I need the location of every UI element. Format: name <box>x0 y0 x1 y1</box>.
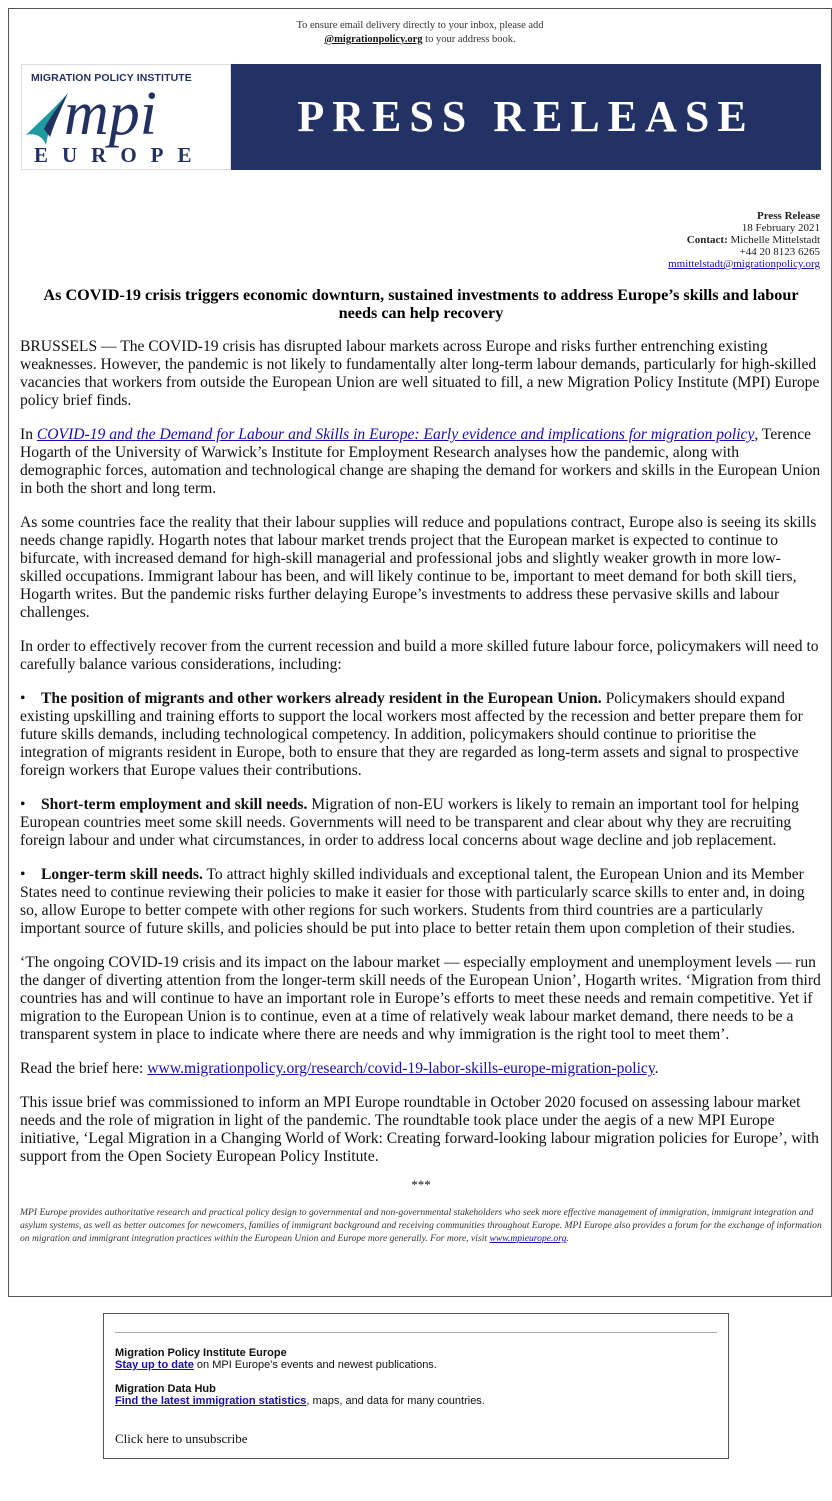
contact-name: Michelle Mittelstadt <box>730 234 820 246</box>
paragraph-read-brief <box>20 1060 822 1078</box>
bullet-text: Migration of non-EU workers is likely to remain an important tool for helping European countries meet some skill needs. Governments will need to be transparent and clear about why they are recruiting foreign labour and under what circumstances, in order to address local concerns about wage decline and job replacement. <box>20 796 799 849</box>
bullet-title: The position of migrants and other workers already resident in the European Union. <box>41 690 602 707</box>
footer-datahub-text: , maps, and data for many countries. <box>306 1395 485 1407</box>
unsubscribe-link[interactable]: Click here to unsubscribe <box>115 1431 248 1446</box>
release-date: 18 February 2021 <box>741 222 820 234</box>
stay-up-to-date-link[interactable]: Stay up to date <box>115 1359 194 1371</box>
footer-section-mpi <box>115 1347 437 1371</box>
logo-mpi-text: mpi <box>64 80 157 148</box>
bullet-item <box>20 866 822 938</box>
footer-section-datahub <box>115 1383 485 1407</box>
paragraph-quote: ‘The ongoing COVID-19 crisis and its impact on the labour market — especially employment and unemployment levels — run the danger of diverting attention from the longer-term skill needs of the European Union’, Hogarth writes. ‘Migration from third countries has and will continue to have an important role in Europe’s efforts to meet these needs and remain competitive. Yet if migration to the European Union is to continue, even at a time of relatively weak labour market demand, there needs to be a transparent system in place to indicate where there are needs and why immigration is the right tool to meet them’. <box>20 954 821 1043</box>
bullet-text: To attract highly skilled individuals and exceptional talent, the European Union and its Member States need to continue reviewing their policies to make it easier for those with particularly scarce skills to enter and, in doing so, allow Europe to better compete with other regions for such workers. Students from third countries are a particularly important source of future skills, and policies should be put into place to better retain them upon completion of their studies. <box>20 866 805 937</box>
header-banner <box>21 64 821 170</box>
contact-label: Contact: <box>686 234 728 246</box>
paragraph-brief-prefix: In <box>20 426 37 443</box>
read-brief-suffix: . <box>654 1060 659 1077</box>
footer-box <box>103 1313 729 1459</box>
delivery-note <box>9 19 831 47</box>
footer-mpi-title: Migration Policy Institute Europe <box>115 1347 287 1359</box>
email-container <box>8 8 832 1297</box>
bullet-dot-icon: • <box>20 690 26 707</box>
press-release-title: PRESS RELEASE <box>231 64 821 170</box>
delivery-note-line2: to your address book. <box>425 34 516 45</box>
footer-datahub-title: Migration Data Hub <box>115 1383 216 1395</box>
footer-mpi-text: on MPI Europe's events and newest publications. <box>193 1359 437 1371</box>
bullet-title: Short-term employment and skill needs. <box>41 796 308 813</box>
paragraph-brief-rest: , Terence Hogarth of the University of Warwick’s Institute for Employment Research analyses how the pandemic, along with demographic forces, automation and technological change are shaping the demand for workers and skills in the European Union in both the short and long term. <box>20 426 821 497</box>
bullet-dot-icon: • <box>20 796 26 813</box>
bullet-title: Longer-term skill needs. <box>41 866 203 883</box>
read-brief-prefix: Read the brief here: <box>20 1060 148 1077</box>
address-book-email[interactable]: @migrationpolicy.org <box>324 34 423 45</box>
paragraph-commission: This issue brief was commissioned to inform an MPI Europe roundtable in October 2020 focused on assessing labour market needs and the role of migration in light of the pandemic. The roundtable took place under the aegis of a new MPI Europe initiative, ‘Legal Migration in a Changing World of Work: Creating forward-looking labour migration policies for Europe’, with support from the Open Society European Policy Institute. <box>20 1094 819 1165</box>
paragraph-brief <box>20 426 822 498</box>
delivery-note-line1: To ensure email delivery directly to your inbox, please add <box>296 20 544 31</box>
about-suffix: . <box>566 1233 569 1244</box>
about-text: MPI Europe provides authoritative research and practical policy design to governmental and non-governmental stakeholders who seek more effective management of immigration, immigrant integration and asylum systems, as well as better outcomes for newcomers, families of immigrant background and receiving communities throughout Europe. MPI Europe also provides a forum for the exchange of information on migration and immigrant integration practices within the European Union and Europe more generally. For more, visit <box>20 1207 822 1244</box>
immigration-statistics-link[interactable]: Find the latest immigration statistics <box>115 1395 307 1407</box>
release-type: Press Release <box>756 210 820 222</box>
mpieurope-link[interactable]: www.mpieurope.org <box>489 1233 567 1244</box>
logo-institute-name: MIGRATION POLICY INSTITUTE <box>31 72 192 84</box>
paragraph-considerations: In order to effectively recover from the current recession and build a more skilled future labour force, policymakers will need to carefully balance various considerations, including: <box>20 638 819 673</box>
footer-divider <box>115 1332 717 1333</box>
section-separator: *** <box>411 1177 431 1192</box>
headline: As COVID-19 crisis triggers economic downturn, sustained investments to address Europe’s skills and labour needs can help recovery <box>43 286 799 322</box>
bullet-text: Policymakers should expand existing upskilling and training efforts to support the local workers most affected by the recession and better prepare them for future skills demands, including technological competency. In addition, policymakers should continue to prioritise the integration of migrants resident in Europe, both to ensure that they are regarded as long-term assets and signal to prospective foreign workers that Europe values their contributions. <box>20 690 803 779</box>
about-mpi-europe <box>20 1206 822 1245</box>
bullet-item <box>20 796 822 850</box>
contact-phone: +44 20 8123 6265 <box>739 246 820 258</box>
bullet-dot-icon: • <box>20 866 26 883</box>
contact-email-link[interactable]: mmittelstadt@migrationpolicy.org <box>668 258 820 270</box>
read-brief-link[interactable]: www.migrationpolicy.org/research/covid-19-labor-skills-europe-migration-policy <box>147 1060 655 1077</box>
bullet-item <box>20 690 822 780</box>
release-meta <box>668 210 820 270</box>
logo-europe-text: EUROPE <box>34 143 206 167</box>
paragraph-intro: BRUSSELS — The COVID-19 crisis has disrupted labour markets across Europe and risks further entrenching existing weaknesses. However, the pandemic is not likely to fundamentally alter long-term labour demands, particularly for high-skilled vacancies that workers from outside the European Union are well situated to fill, a new Migration Policy Institute (MPI) Europe policy brief finds. <box>20 338 820 409</box>
paragraph-trends: As some countries face the reality that their labour supplies will reduce and populations contract, Europe also is seeing its skills needs change rapidly. Hogarth notes that labour market trends project that the European market is expected to continue to bifurcate, with increased demand for high-skill managerial and professional jobs and slightly weaker growth in more low-skilled occupations. Immigrant labour has been, and will likely continue to be, important to meet demand for both skill tiers, Hogarth writes. But the pandemic risks further delaying Europe’s investments to address these pervasive skills and labour challenges. <box>20 514 817 621</box>
article-body <box>20 338 822 1245</box>
brief-title-link[interactable]: COVID-19 and the Demand for Labour and Skills in Europe: Early evidence and implications for migration policy <box>36 426 755 443</box>
mpi-europe-logo[interactable] <box>21 64 231 170</box>
